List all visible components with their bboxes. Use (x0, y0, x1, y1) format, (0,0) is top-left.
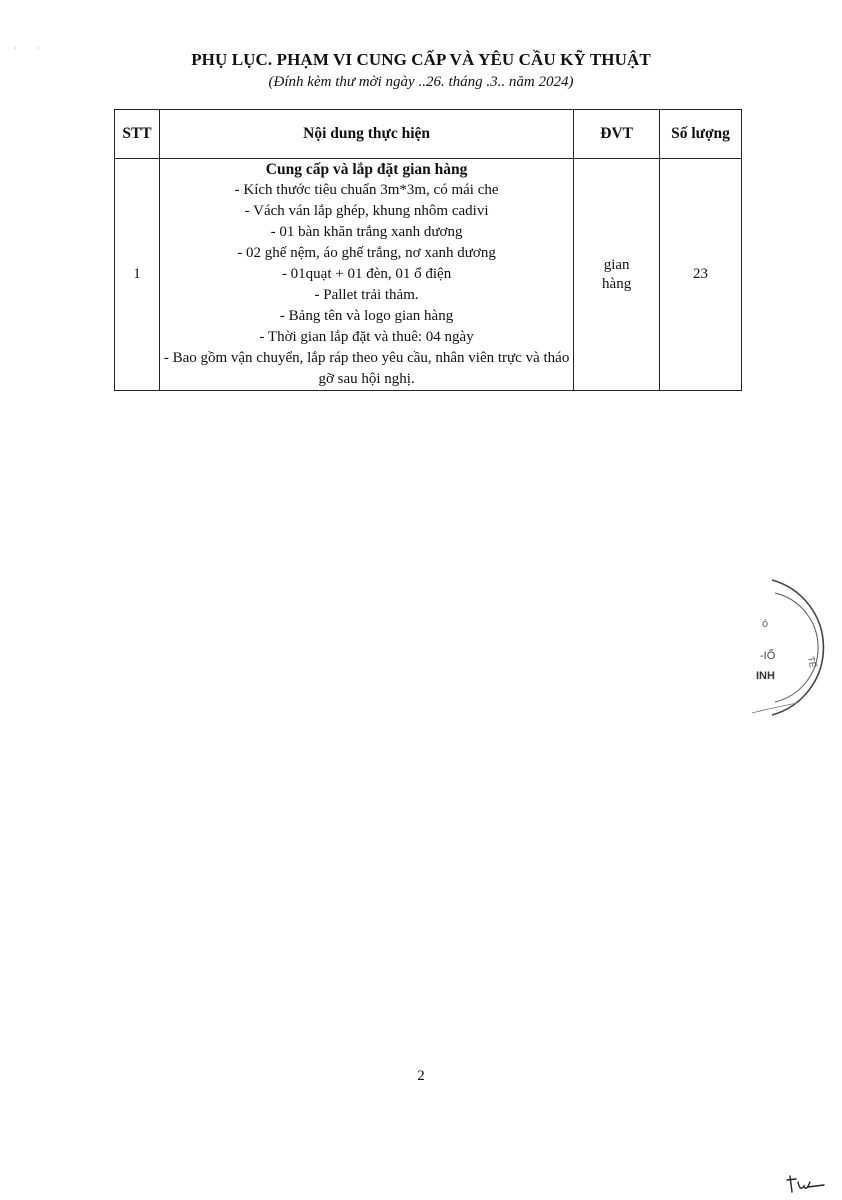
scan-marks: · · (14, 44, 40, 53)
seal-text: -IỐ (760, 650, 776, 662)
item-line: - 01quạt + 01 đèn, 01 ổ điện (281, 266, 452, 282)
svg-text:ó: ó (762, 618, 769, 630)
unit-line: hàng (602, 275, 632, 292)
unit-line: gian (603, 256, 630, 273)
page-number: 2 (417, 1068, 425, 1084)
cell-unit (574, 159, 660, 391)
item-line: - 02 ghế nệm, áo ghế trắng, nơ xanh dương (237, 245, 496, 261)
table-row (115, 159, 742, 391)
document-title: PHỤ LỤC. PHẠM VI CUNG CẤP VÀ YÊU CẦU KỸ THUẬT (191, 50, 651, 69)
seal-text: INH (756, 670, 775, 682)
cell-stt: 1 (115, 159, 160, 391)
document-subtitle: (Đính kèm thư mời ngày ..26. tháng .3.. năm 2024) (268, 74, 574, 90)
item-line: - Vách ván lắp ghép, khung nhôm cadivi (244, 203, 489, 219)
specification-table (114, 109, 742, 391)
item-line: - Bao gồm vận chuyển, lắp ráp theo yêu cầu, nhân viên trực và tháo gỡ sau hội nghị. (163, 350, 570, 387)
item-title: Cung cấp và lắp đặt gian hàng (265, 161, 468, 178)
handwritten-initials (786, 1170, 826, 1196)
header-stt: STT (115, 110, 160, 159)
seal-text: TẾ (806, 655, 818, 669)
item-line: - Thời gian lắp đặt và thuê: 04 ngày (259, 329, 474, 345)
partial-stamp-seal (742, 575, 842, 720)
header-content: Nội dung thực hiện (159, 110, 573, 159)
cell-content (159, 159, 573, 391)
item-line: - 01 bàn khăn trắng xanh dương (270, 224, 463, 240)
table-header-row (115, 110, 742, 159)
header-quantity: Số lượng (660, 110, 742, 159)
item-line: - Kích thước tiêu chuẩn 3m*3m, có mái che (234, 182, 499, 198)
item-line: - Pallet trải thảm. (314, 287, 419, 303)
item-line: - Bảng tên và logo gian hàng (279, 308, 454, 324)
cell-quantity: 23 (660, 159, 742, 391)
header-unit: ĐVT (574, 110, 660, 159)
